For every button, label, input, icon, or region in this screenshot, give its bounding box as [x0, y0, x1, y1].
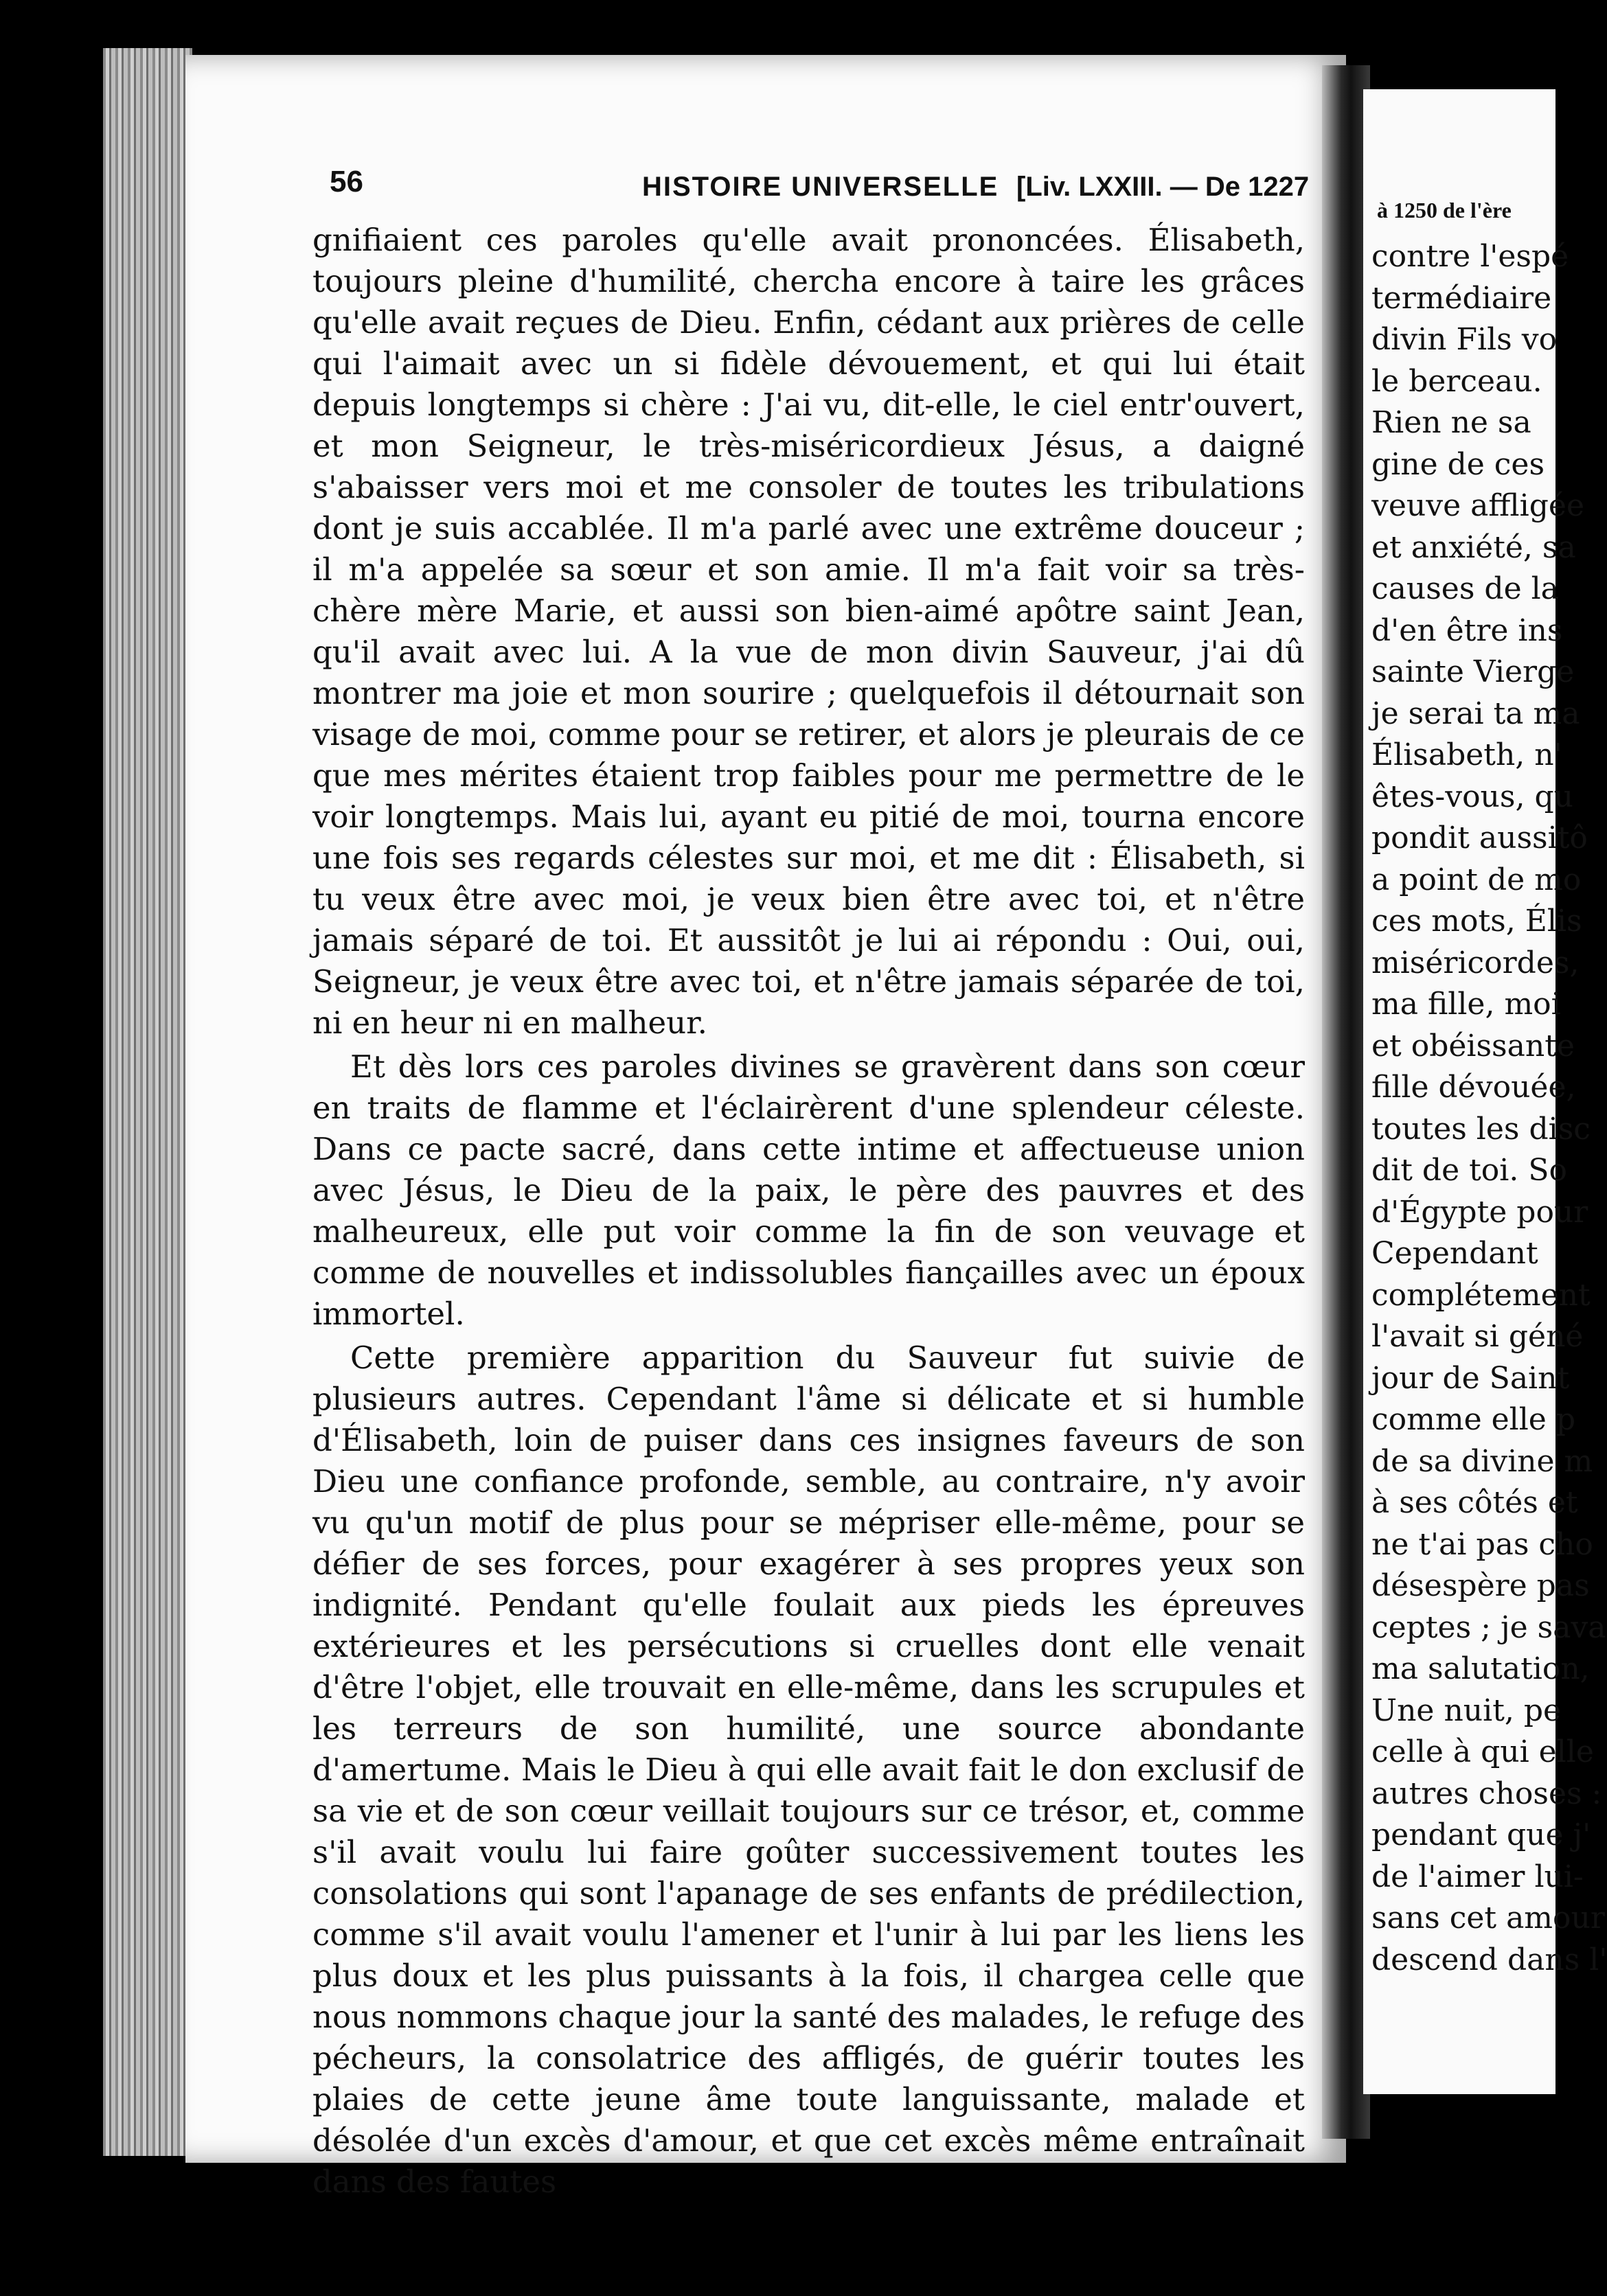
- page-number: 56: [330, 165, 363, 198]
- right-page-line: autres choses :: [1371, 1776, 1602, 1811]
- right-page-line: et anxiété, sa: [1371, 529, 1576, 565]
- right-page-line: miséricordes,: [1371, 945, 1580, 980]
- right-page-lines: [1363, 236, 1607, 1981]
- right-page-line: divin Fils vo: [1371, 322, 1558, 357]
- right-page-line: complétement: [1371, 1277, 1591, 1313]
- page-header: [323, 165, 1312, 213]
- right-page-line: causes de la: [1371, 571, 1559, 606]
- right-page-line: je serai ta ma: [1371, 696, 1580, 731]
- right-page-line: Une nuit, pe: [1371, 1692, 1562, 1728]
- paragraph-2: Et dès lors ces paroles divines se gravèrent dans son cœur en traits de flamme et l'éclairèrent d'une splendeur céleste. Dans ce pacte sacré, dans cette intime et affectueuse union avec Jésus, le Dieu de la paix, le père des pauvres et des malheureux, elle put voir comme la fin de son veuvage et comme de nouvelles et indissolubles fiançailles avec un époux immortel.: [312, 1048, 1305, 1332]
- right-page-line: à ses côtés et: [1371, 1485, 1578, 1520]
- right-page-line: désespère pas: [1371, 1568, 1590, 1603]
- right-page-line: jour de Saint: [1371, 1360, 1570, 1396]
- right-page-line: pondit aussitô: [1371, 820, 1588, 856]
- right-page-line: de sa divine m: [1371, 1443, 1593, 1479]
- right-page-line: Élisabeth, n': [1371, 737, 1562, 772]
- right-page-line: celle à qui elle: [1371, 1734, 1594, 1769]
- right-page-line: ma salutation,: [1371, 1651, 1590, 1686]
- paragraph-1: gnifiaient ces paroles qu'elle avait prononcées. Élisabeth, toujours pleine d'humilité, chercha encore à taire les grâces qu'elle avait reçues de Dieu. Enfin, cédant aux prières de celle qui l'aimait avec un si fidèle dévouement, et qui lui était depuis longtemps si chère : J'ai vu, dit-elle, le ciel entr'ouvert, et mon Seigneur, le très-miséricordieux Jésus, a daigné s'abaisser vers moi et me consoler de toutes les tribulations dont je suis accablée. Il m'a parlé avec une extrême douceur ; il m'a appelée sa sœur et son amie. Il m'a fait voir sa très-chère mère Marie, et aussi son bien-aimé apôtre saint Jean, qu'il avait avec lui. A la vue de mon divin Sauveur, j'ai dû montrer ma joie et mon sourire ; quelquefois il détournait son visage de moi, comme pour se retirer, et alors je pleurais de ce que mes mérites étaient trop faibles pour me permettre de le voir longtemps. Mais lui, ayant eu pitié de moi, tourna encore une fois ses regards célestes sur moi, et me dit : Élisabeth, si tu veux être avec moi, je veux bien être avec toi, et n'être jamais séparé de toi. Et aussitôt je lui ai répondu : Oui, oui, Seigneur, je veux être avec toi, et n'être jamais séparée de toi, ni en heur ni en malheur.: [312, 222, 1305, 1041]
- right-page-line: contre l'espé: [1371, 239, 1569, 274]
- chapter-range: [Liv. LXXIII. — De 1227: [1016, 172, 1310, 202]
- right-page-line: ceptes ; je sava: [1371, 1609, 1606, 1645]
- right-page-line: toutes les disc: [1371, 1111, 1591, 1147]
- right-page-line: l'avait si géné: [1371, 1319, 1584, 1354]
- right-page-line: d'Égypte pour: [1371, 1194, 1588, 1230]
- right-page-line: veuve affligée: [1371, 488, 1584, 523]
- right-page-line: fille dévouée,: [1371, 1070, 1576, 1105]
- body-text: [312, 220, 1305, 2203]
- right-page-line: a point de mo: [1371, 862, 1582, 897]
- right-page-header: à 1250 de l'ère: [1377, 198, 1512, 222]
- right-page-line: d'en être ins: [1371, 612, 1563, 648]
- paragraph-3: Cette première apparition du Sauveur fut suivie de plusieurs autres. Cependant l'âme si délicate et si humble d'Élisabeth, loin de puiser dans ces insignes faveurs de son Dieu une confiance profonde, semble, au contraire, n'y avoir vu qu'un motif de plus pour se mépriser elle-même, pour se défier de ses forces, pour exagérer à ses propres yeux son indignité. Pendant qu'elle foulait aux pieds les épreuves extérieures et les persécutions si cruelles dont elle venait d'être l'objet, elle trouvait en elle-même, dans les scrupules et les terreurs de son humilité, une source abondante d'amertume. Mais le Dieu à qui elle avait fait le don exclusif de sa vie et de son cœur veillait toujours sur ce trésor, et, comme s'il avait voulu lui faire goûter successivement toutes les consolations qui sont l'apanage de ses enfants de prédilection, comme s'il avait voulu l'amener et l'unir à lui par les liens les plus doux et les plus puissants à la fois, il chargea celle que nous nommons chaque jour la santé des malades, le refuge des pécheurs, la consolatrice des affligés, de guérir toutes les plaies de cette jeune âme toute languissante, malade et désolée d'un excès d'amour, et que cet excès même entraînait dans des fautes: [312, 1340, 1305, 2200]
- right-page: [1363, 89, 1607, 2094]
- right-page-line: sainte Vierge: [1371, 654, 1575, 689]
- right-page-line: ces mots, Élis: [1371, 904, 1582, 939]
- right-page-line: gine de ces: [1371, 446, 1545, 482]
- right-page-line: le berceau.: [1371, 363, 1542, 399]
- right-page-line: êtes-vous, qu: [1371, 779, 1573, 814]
- right-page-line: sans cet amour: [1371, 1901, 1605, 1936]
- right-page-line: ne t'ai pas cho: [1371, 1526, 1593, 1562]
- right-page-line: Cependant: [1371, 1236, 1538, 1271]
- right-page-line: comme elle p: [1371, 1402, 1575, 1437]
- right-page-line: descend dans l': [1371, 1942, 1607, 1977]
- right-page-line: termédiaire: [1371, 280, 1552, 316]
- right-page-line: ma fille, moi: [1371, 987, 1561, 1022]
- right-page-line: dit de toi. So: [1371, 1153, 1567, 1188]
- right-page-line: pendant que j': [1371, 1817, 1591, 1852]
- running-title: HISTOIRE UNIVERSELLE: [642, 172, 999, 202]
- right-page-line: et obéissante: [1371, 1028, 1575, 1064]
- right-page-line: Rien ne sa: [1371, 405, 1531, 440]
- right-page-line: de l'aimer lui-: [1371, 1859, 1584, 1894]
- book-page-edges: [103, 48, 192, 2156]
